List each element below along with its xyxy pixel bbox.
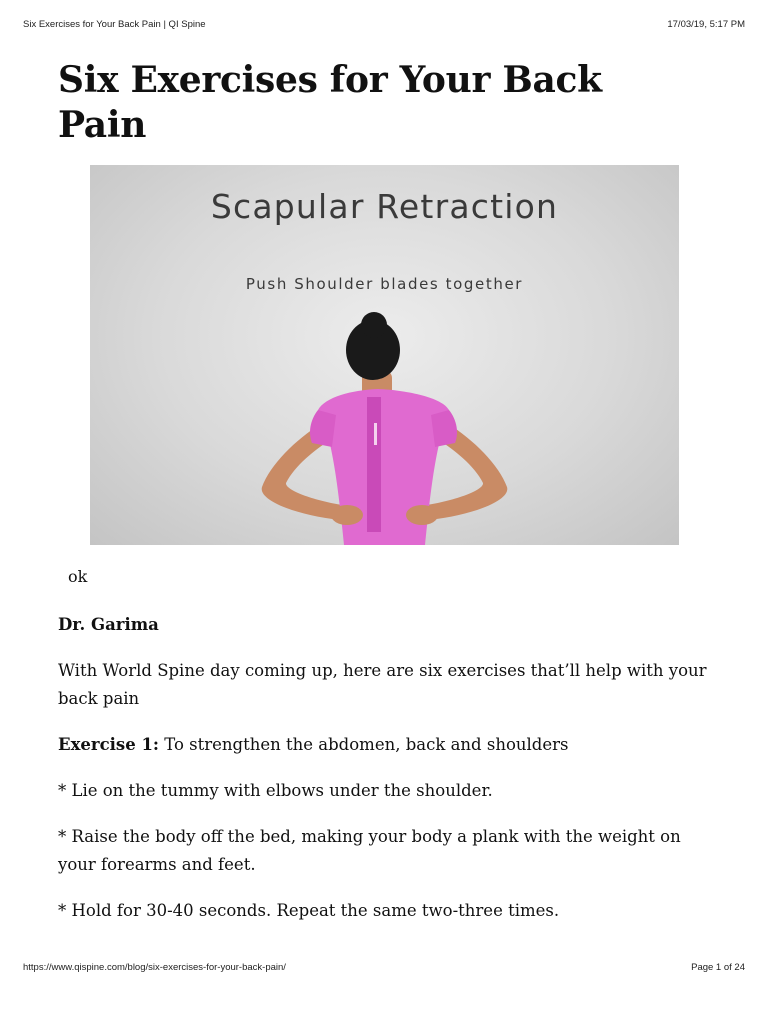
left-sleeve (310, 410, 336, 447)
image-alt-text: ok (68, 567, 88, 586)
print-footer (23, 962, 745, 976)
article-title: Six Exercises for Your Back Pain (58, 59, 602, 146)
step-item: * Lie on the tummy with elbows under the shoulder. (58, 781, 493, 800)
shirt-reflector (374, 423, 377, 445)
exercise-1-label: Exercise 1: (58, 735, 160, 754)
hair-bun (361, 312, 387, 338)
right-hand (406, 505, 438, 525)
print-header (23, 19, 745, 33)
left-hand (331, 505, 363, 525)
page-url: https://www.qispine.com/blog/six-exercises-for-your-back-pain/ (23, 962, 286, 973)
article-body (58, 611, 718, 943)
print-datetime: 17/03/19, 5:17 PM (667, 19, 745, 30)
intro-paragraph: With World Spine day coming up, here are six exercises that’ll help with your back pain (58, 661, 707, 708)
hero-image (90, 165, 679, 545)
author-name: Dr. Garima (58, 615, 159, 634)
hero-caption-title: Scapular Retraction (210, 187, 559, 226)
page-indicator: Page 1 of 24 (691, 962, 745, 973)
right-sleeve (431, 410, 457, 447)
print-page-title: Six Exercises for Your Back Pain | QI Spine (23, 19, 206, 30)
shirt-stripe (367, 397, 381, 532)
exercise-1-heading (58, 731, 718, 759)
step-item: * Raise the body off the bed, making your body a plank with the weight on your forearms and feet. (58, 827, 681, 874)
hero-caption-subtitle: Push Shoulder blades together (245, 275, 524, 293)
step-item: * Hold for 30-40 seconds. Repeat the same two-three times. (58, 901, 560, 920)
exercise-1-text: To strengthen the abdomen, back and shoulders (159, 735, 569, 754)
